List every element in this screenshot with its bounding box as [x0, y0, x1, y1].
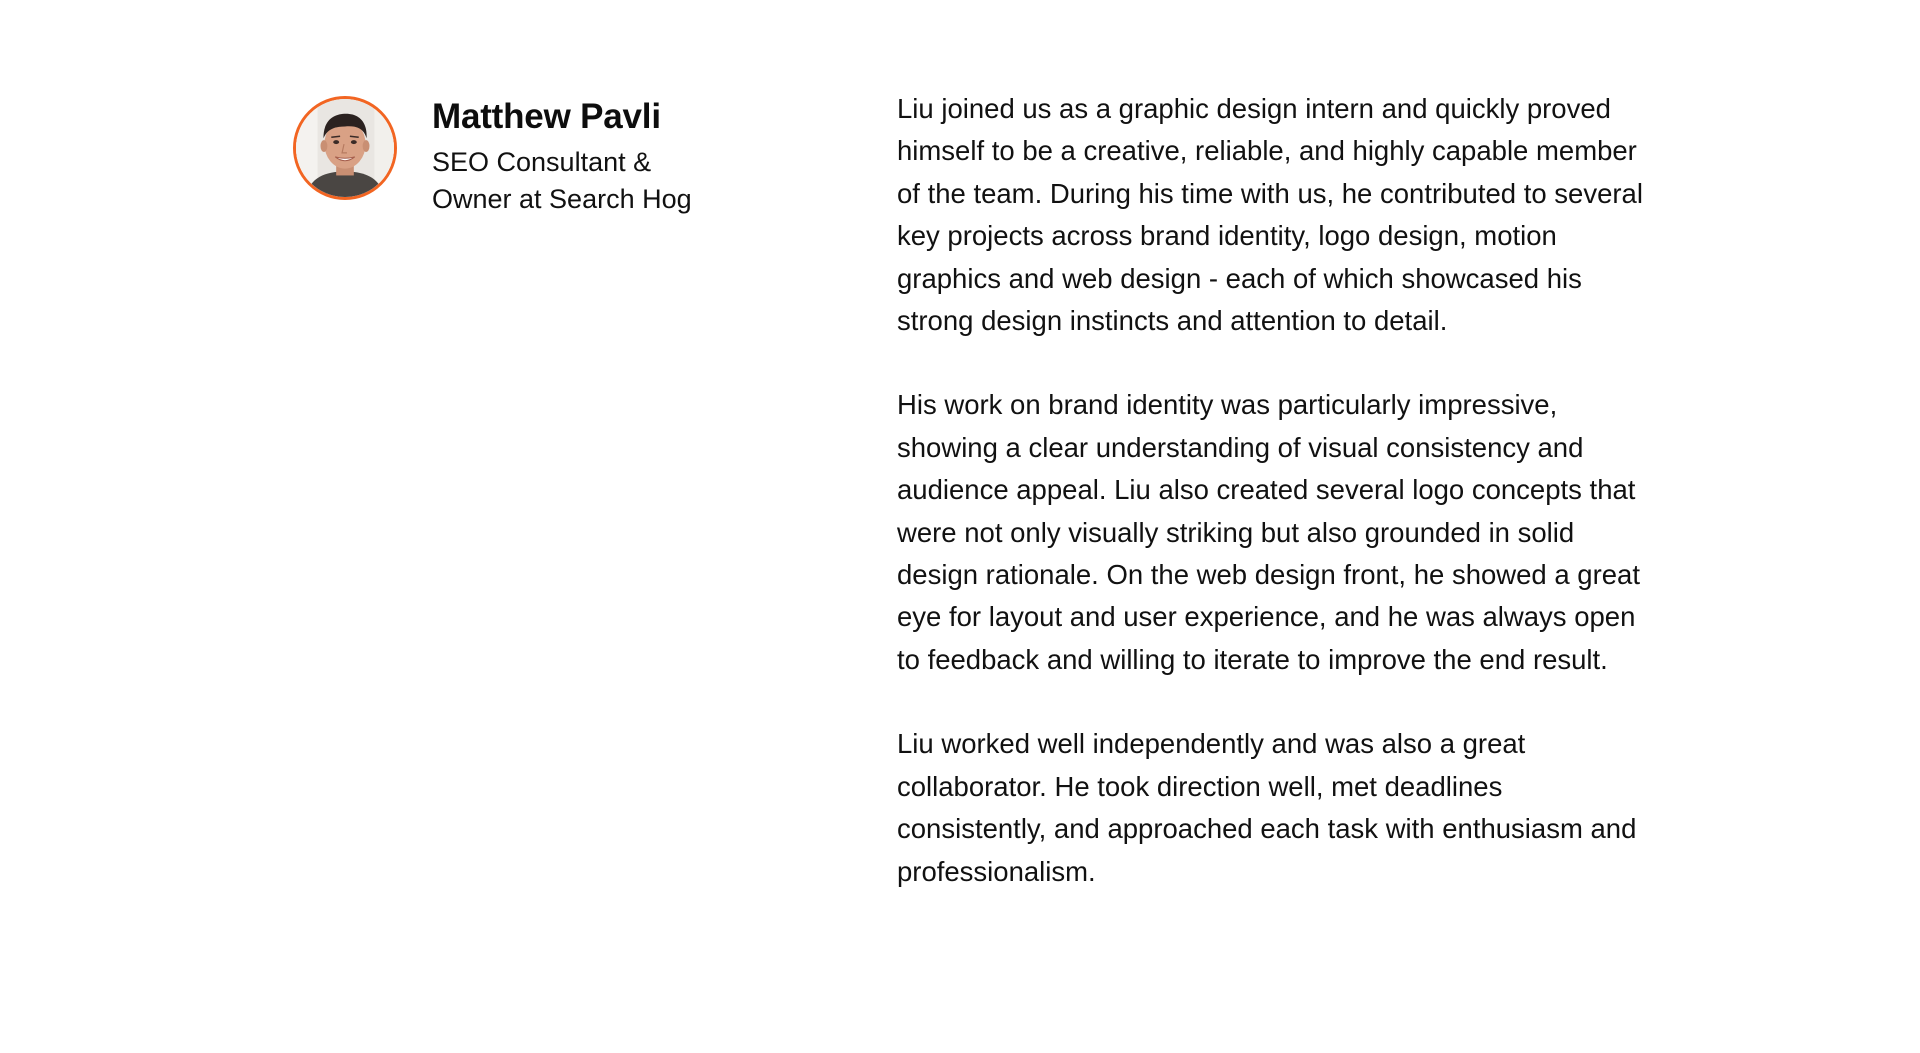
author-role: SEO Consultant & Owner at Search Hog — [432, 147, 692, 214]
testimonial-text — [897, 88, 1657, 893]
testimonial-paragraph: Liu worked well independently and was also a great collaborator. He took direction well, met deadlines consistently, and approached each task with enthusiasm and professionalism. — [897, 728, 1637, 887]
testimonial-paragraph: Liu joined us as a graphic design intern and quickly proved himself to be a creative, reliable, and highly capable member of the team. During his time with us, he contributed to several key projects across brand identity, logo design, motion graphics and web design - each of which showcased his strong design instincts and attention to detail. — [897, 93, 1643, 337]
testimonial-paragraph: His work on brand identity was particularly impressive, showing a clear understanding of visual consistency and audience appeal. Liu also created several logo concepts that were not only visually striking but also grounded in solid design rationale. On the web design front, he showed a great eye for layout and user experience, and he was always open to feedback and willing to iterate to improve the end result. — [897, 389, 1640, 675]
author-name: Matthew Pavli — [432, 97, 661, 136]
author-info — [432, 94, 732, 218]
author-block — [293, 96, 732, 218]
person-photo-icon — [296, 99, 394, 197]
avatar — [293, 96, 397, 200]
